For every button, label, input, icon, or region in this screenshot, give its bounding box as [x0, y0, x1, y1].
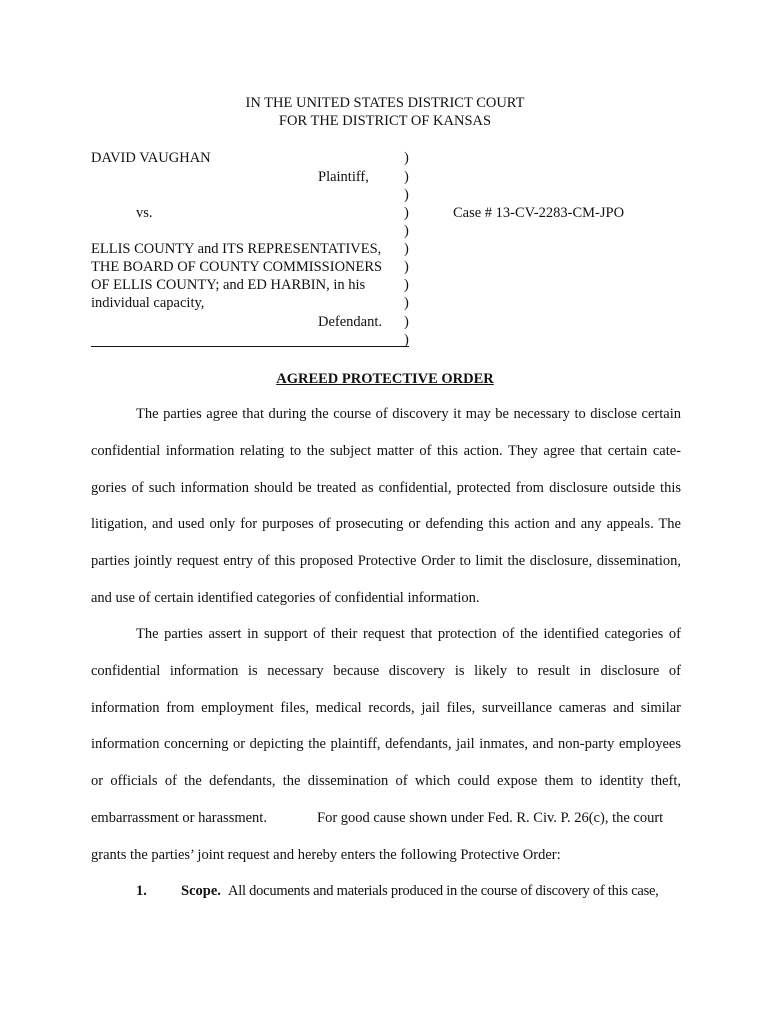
- plaintiff-label: Plaintiff,: [318, 169, 369, 185]
- caption-underline: [91, 346, 409, 347]
- court-name-line1: IN THE UNITED STATES DISTRICT COURT: [245, 95, 525, 111]
- section-heading: Scope.: [181, 883, 221, 899]
- paragraph-line: confidential information relating to the subject matter of this action. They agree that certain cate-: [91, 443, 681, 459]
- document-title: AGREED PROTECTIVE ORDER: [276, 371, 494, 387]
- paragraph-line: grants the parties’ joint request and hereby enters the following Protective Order:: [91, 847, 561, 863]
- defendant-line-4: individual capacity,: [91, 295, 205, 311]
- plaintiff-name: DAVID VAUGHAN: [91, 150, 211, 166]
- paragraph-line: information concerning or depicting the plaintiff, defendants, jail inmates, and non-party employees: [91, 736, 681, 752]
- paragraph-line: The parties assert in support of their request that protection of the identified categories of: [136, 626, 681, 642]
- versus-label: vs.: [136, 205, 153, 221]
- defendant-label: Defendant.: [318, 314, 383, 330]
- defendant-line-3: OF ELLIS COUNTY; and ED HARBIN, in his: [91, 277, 366, 293]
- caption-paren: ): [404, 277, 409, 293]
- caption-paren: ): [404, 295, 409, 311]
- paragraph-line: gories of such information should be treated as confidential, protected from disclosure outside this: [91, 480, 681, 496]
- caption-paren: ): [404, 241, 409, 257]
- defendant-line-2: THE BOARD OF COUNTY COMMISSIONERS: [91, 259, 383, 275]
- section-text: All documents and materials produced in the course of discovery of this case,: [228, 883, 659, 899]
- paragraph-line: confidential information is necessary because discovery is likely to result in disclosure of: [91, 663, 681, 679]
- paragraph-line: The parties agree that during the course of discovery it may be necessary to disclose certain: [136, 406, 681, 422]
- caption-paren: ): [404, 187, 409, 203]
- caption-paren: ): [404, 332, 409, 348]
- paragraph-line: and use of certain identified categories of confidential information.: [91, 590, 480, 606]
- caption-paren: ): [404, 223, 409, 239]
- caption-paren: ): [404, 314, 409, 330]
- caption-paren: ): [404, 205, 409, 221]
- paragraph-line: information from employment files, medical records, jail files, surveillance cameras and similar: [91, 700, 681, 716]
- caption-paren: ): [404, 150, 409, 166]
- paragraph-line-left: embarrassment or harassment.: [91, 810, 267, 826]
- paragraph-line: parties jointly request entry of this proposed Protective Order to limit the disclosure, dissemination,: [91, 553, 681, 569]
- court-name-line2: FOR THE DISTRICT OF KANSAS: [278, 113, 492, 129]
- case-number: Case # 13-CV-2283-CM-JPO: [453, 205, 625, 221]
- caption-paren: ): [404, 259, 409, 275]
- paragraph-line-right: For good cause shown under Fed. R. Civ. P. 26(c), the court: [317, 810, 664, 826]
- section-number: 1.: [136, 883, 147, 899]
- defendant-line-1: ELLIS COUNTY and ITS REPRESENTATIVES,: [91, 241, 382, 257]
- paragraph-line: litigation, and used only for purposes of prosecuting or defending this action and any appeals. The: [91, 516, 681, 532]
- paragraph-line: or officials of the defendants, the dissemination of which could expose them to identity theft,: [91, 773, 681, 789]
- caption-paren: ): [404, 169, 409, 185]
